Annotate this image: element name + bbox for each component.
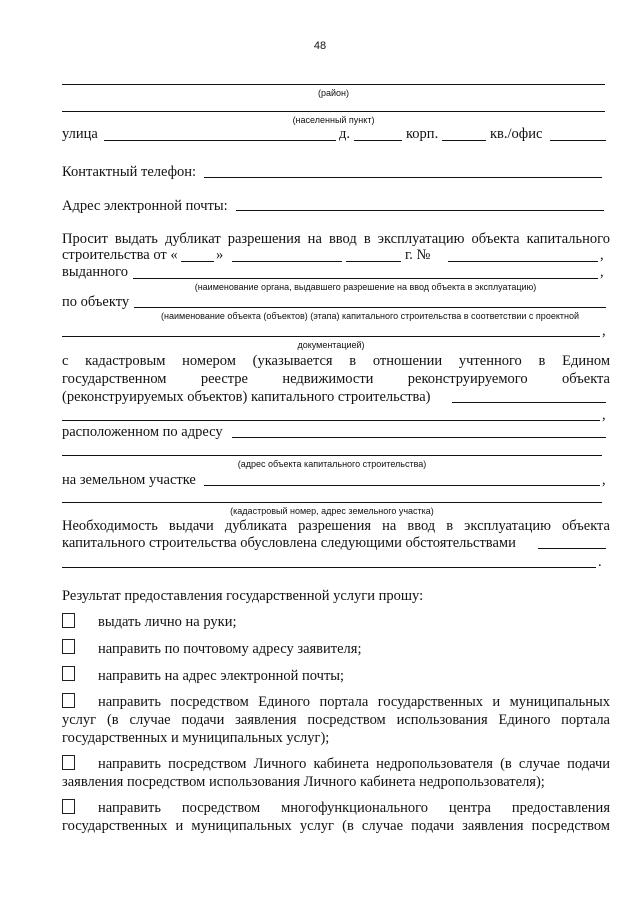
object-address-caption: (адрес объекта капитального строительства) (237, 459, 427, 469)
object-address-field-2[interactable] (62, 455, 602, 456)
option-mfc-line-2: государственных и муниципальных услуг (в случае подачи заявления посредством (62, 818, 610, 834)
option-cabinet-checkbox[interactable] (62, 755, 75, 770)
email-field[interactable] (236, 210, 604, 211)
option-portal-line-3: государственных и муниципальных услуг); (62, 730, 330, 746)
cadastral-line-3: (реконструируемых объектов) капитального строительства) (62, 389, 431, 405)
object-label: по объекту (62, 294, 130, 310)
option-cabinet-line-1: направить посредством Личного кабинета недропользователя (в случае подачи (98, 756, 610, 772)
request-number-label: г. № (405, 247, 431, 263)
object-name-field-2[interactable] (62, 336, 600, 337)
land-plot-caption: (кадастровый номер, адрес земельного участка) (230, 506, 434, 516)
land-plot-field-2[interactable] (62, 502, 602, 503)
circumstances-field-2[interactable] (62, 567, 596, 568)
permit-number-field[interactable] (448, 261, 598, 262)
circumstances-field[interactable] (538, 548, 606, 549)
object-name-caption-2: документацией) (297, 340, 365, 350)
comma: , (602, 323, 606, 339)
date-day-field[interactable] (181, 261, 214, 262)
request-date-from: строительства от « (62, 247, 178, 263)
object-name-caption: (наименование объекта (объектов) (этапа) капитального строительства в соответствии с проектной (161, 311, 579, 321)
option-mfc-checkbox[interactable] (62, 799, 75, 814)
option-mfc-line-1: направить посредством многофункционального центра предоставления (98, 800, 610, 816)
date-month-field[interactable] (232, 261, 342, 262)
land-plot-field[interactable] (204, 485, 600, 486)
request-line-1: Просит выдать дубликат разрешения на ввод в эксплуатацию объекта капитального (62, 231, 610, 247)
comma: , (600, 264, 604, 280)
building-field[interactable] (442, 140, 486, 141)
comma: , (600, 247, 604, 263)
option-email-label: направить на адрес электронной почты; (98, 668, 345, 684)
option-portal-line-1: направить посредством Единого портала государственных и муниципальных (98, 694, 610, 710)
option-in-person-label: выдать лично на руки; (98, 614, 237, 630)
option-post-checkbox[interactable] (62, 639, 75, 654)
period: . (598, 554, 602, 570)
district-line[interactable] (62, 84, 605, 85)
contact-phone-label: Контактный телефон: (62, 164, 197, 180)
option-in-person-checkbox[interactable] (62, 613, 75, 628)
option-email-checkbox[interactable] (62, 666, 75, 681)
date-year-field[interactable] (346, 261, 401, 262)
apartment-label: кв./офис (490, 126, 543, 142)
apartment-field[interactable] (550, 140, 606, 141)
option-portal-checkbox[interactable] (62, 693, 75, 708)
district-caption: (район) (317, 88, 349, 98)
contact-phone-field[interactable] (204, 177, 602, 178)
settlement-line[interactable] (62, 111, 605, 112)
cadastral-field[interactable] (452, 402, 606, 403)
option-portal-line-2: услуг (в случае подачи заявления посредством использования Единого портала (62, 712, 610, 728)
necessity-line-1: Необходимость выдачи дубликата разрешения на ввод в эксплуатацию объекта (62, 518, 610, 534)
house-field[interactable] (354, 140, 402, 141)
comma: , (602, 407, 606, 423)
option-cabinet-line-2: заявления посредством использования Личного кабинета недропользователя); (62, 774, 545, 790)
cadastral-line-1: с кадастровым номером (указывается в отношении учтенного в Едином (62, 353, 610, 369)
building-label: корп. (406, 126, 439, 142)
comma: , (602, 472, 606, 488)
issuer-caption: (наименование органа, выдавшего разрешение на ввод объекта в эксплуатацию) (194, 282, 537, 292)
house-label: д. (339, 126, 351, 142)
email-label: Адрес электронной почты: (62, 198, 228, 214)
cadastral-line-2: государственном реестре недвижимости реконструируемого объекта (62, 371, 610, 387)
issued-label: выданного (62, 264, 129, 280)
necessity-line-2: капитального строительства обусловлена следующими обстоятельствами (62, 535, 516, 551)
street-label: улица (62, 126, 98, 142)
option-post-label: направить по почтовому адресу заявителя; (98, 641, 362, 657)
located-label: расположенном по адресу (62, 424, 223, 440)
result-heading: Результат предоставления государственной услуги прошу: (62, 588, 424, 604)
cadastral-field-2[interactable] (62, 420, 600, 421)
settlement-caption: (населенный пункт) (292, 115, 375, 125)
object-address-field[interactable] (232, 437, 606, 438)
object-name-field[interactable] (134, 307, 606, 308)
street-field[interactable] (104, 140, 336, 141)
land-plot-label: на земельном участке (62, 472, 196, 488)
issuer-field[interactable] (133, 278, 598, 279)
page-number: 48 (313, 40, 327, 52)
request-date-quote: » (216, 247, 224, 263)
